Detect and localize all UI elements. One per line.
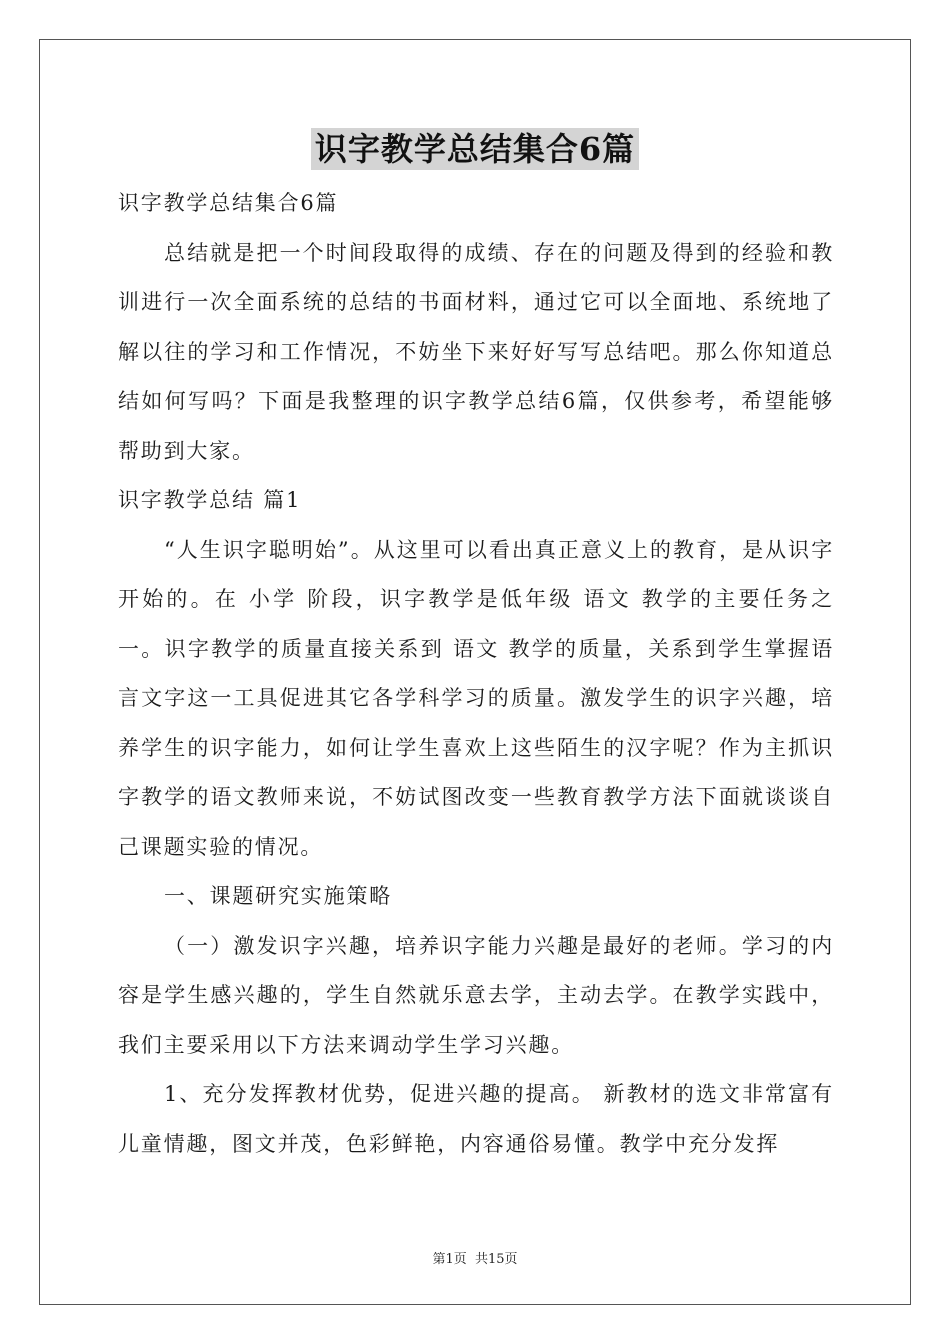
body-paragraph: （一）激发识字兴趣，培养识字能力兴趣是最好的老师。学习的内容是学生感兴趣的，学生自然就乐意去学，主动去学。在教学实践中，我们主要采用以下方法来调动学生学习兴趣。 [118,933,834,1057]
section-heading: 识字教学总结 篇1 [118,488,302,512]
body-paragraph: 1、充分发挥教材优势，促进兴趣的提高。 新教材的选文非常富有儿童情趣，图文并茂，色彩鲜艳，内容通俗易懂。教学中充分发挥 [118,1082,834,1156]
document-body [118,179,834,1169]
document-title: 识字教学总结集合6篇 [311,128,639,170]
page-footer [0,1248,950,1267]
page-number: 第1页 [432,1252,467,1267]
intro-paragraph: 总结就是把一个时间段取得的成绩、存在的问题及得到的经验和教训进行一次全面系统的总结的书面材料，通过它可以全面地、系统地了解以往的学习和工作情况，不妨坐下来好好写写总结吧。那么你知道总结如何写吗？下面是我整理的识字教学总结6篇，仅供参考，希望能够帮助到大家。 [118,240,834,463]
page-total: 共15页 [474,1252,518,1267]
subsection-heading: 一、课题研究实施策略 [164,884,392,908]
subtitle-line: 识字教学总结集合6篇 [118,191,339,215]
title-wrap [0,128,950,170]
body-paragraph: “人生识字聪明始”。从这里可以看出真正意义上的教育，是从识字开始的。在 小学 阶段，识字教学是低年级 语文 教学的主要任务之一。识字教学的质量直接关系到 语文 教学的质量，关系到学生掌握语言文字这一工具促进其它各学科学习的质量。激发学生的识字兴趣，培养学生的识字能力，如何让学生喜欢上这些陌生的汉字呢？作为主抓识字教学的语文教师来说，不妨试图改变一些教育教学方法下面就谈谈自己课题实验的情况。 [118,537,834,859]
